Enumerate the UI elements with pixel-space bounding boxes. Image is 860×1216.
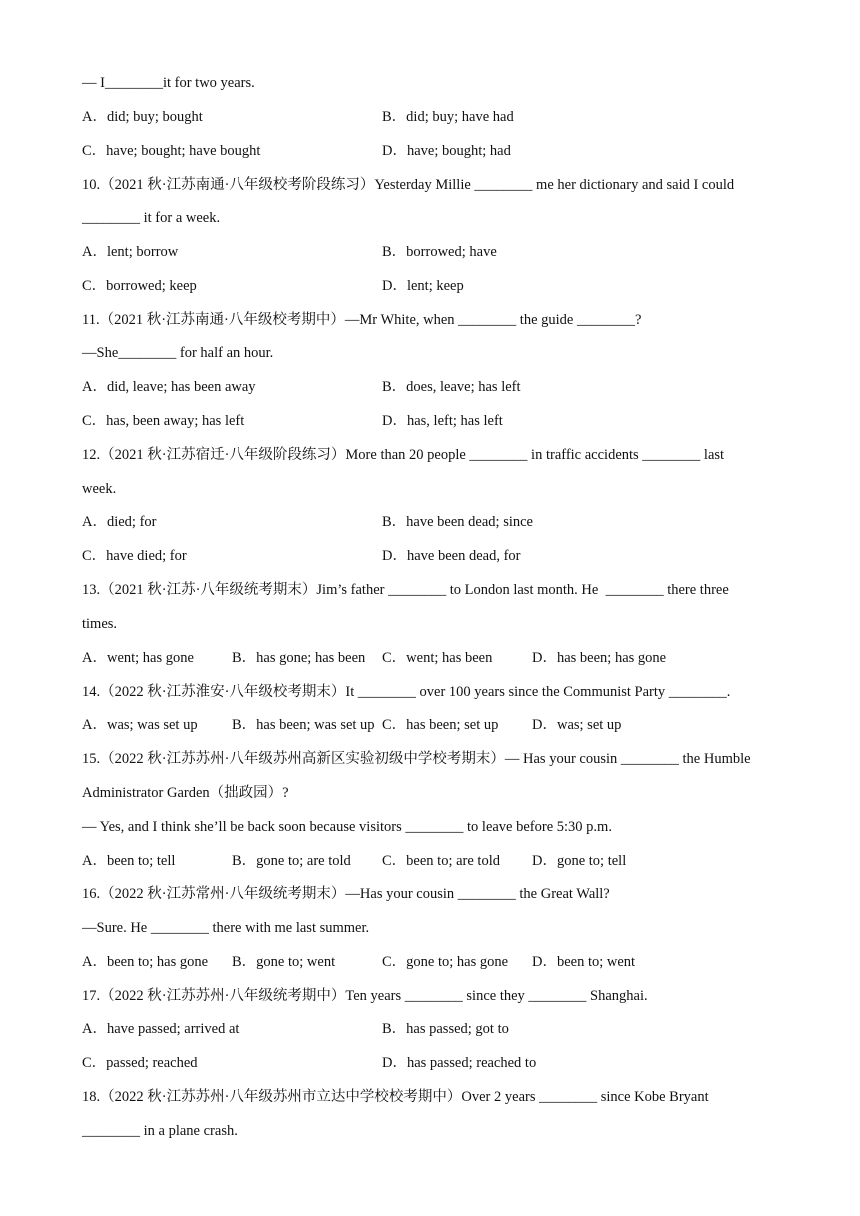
option-b: B．gone to; went [232,954,336,970]
option-d: D．has, left; has left [382,413,503,429]
option-a: A．been to; has gone [82,954,209,970]
option-a: A．been to; tell [82,853,176,869]
question-16-dialogue: —Sure. He ________ there with me last summer. [82,920,370,936]
question-17: 17.（2022 秋·江苏苏州·八年级统考期中）Ten years ________ since they ________ Shanghai. [82,988,648,1004]
option-c: C．been to; are told [382,853,500,869]
question-15: 15.（2022 秋·江苏苏州·八年级苏州高新区实验初级中学校考期末）— Has your cousin ________ the Humble [82,751,751,767]
option-d: D．have; bought; had [382,143,511,159]
option-d: D．have been dead, for [382,548,521,564]
question-12-continued: week. [82,481,117,497]
option-a: A．have passed; arrived at [82,1021,240,1037]
option-b: B．borrowed; have [382,244,497,260]
option-b: B．have been dead; since [382,514,533,530]
question-10-continued: ________ it for a week. [82,210,221,226]
question-18: 18.（2022 秋·江苏苏州·八年级苏州市立达中学校校考期中）Over 2 years ________ since Kobe Bryant [82,1089,709,1105]
question-13-continued: times. [82,616,118,632]
question-14: 14.（2022 秋·江苏淮安·八年级校考期末）It ________ over 100 years since the Communist Party ________. [82,684,731,700]
question-13: 13.（2021 秋·江苏·八年级统考期末）Jim’s father ________ to London last month. He ________ there three [82,582,729,598]
option-d: D．has passed; reached to [382,1055,537,1071]
option-c: C．have died; for [82,548,187,564]
question-11: 11.（2021 秋·江苏南通·八年级校考期中）—Mr White, when ________ the guide ________? [82,312,642,328]
option-c: C．gone to; has gone [382,954,509,970]
option-b: B．has gone; has been [232,650,366,666]
option-d: D．lent; keep [382,278,464,294]
option-a: A．did, leave; has been away [82,379,256,395]
option-c: C．passed; reached [82,1055,198,1071]
option-b: B．does, leave; has left [382,379,521,395]
option-a: A．lent; borrow [82,244,179,260]
option-a: A．went; has gone [82,650,194,666]
question-10: 10.（2021 秋·江苏南通·八年级校考阶段练习）Yesterday Millie ________ me her dictionary and said I could [82,177,735,193]
option-d: D．was; set up [532,717,622,733]
question-18-continued: ________ in a plane crash. [82,1123,238,1139]
option-a: A．did; buy; bought [82,109,203,125]
question-text: — I________it for two years. [82,75,255,91]
question-15-continued: Administrator Garden（拙政园）? [82,785,289,801]
question-15-dialogue: — Yes, and I think she’ll be back soon because visitors ________ to leave before 5:30 p.m. [82,819,612,835]
option-a: A．died; for [82,514,157,530]
question-12: 12.（2021 秋·江苏宿迁·八年级阶段练习）More than 20 people ________ in traffic accidents ________ last [82,447,725,463]
option-d: D．gone to; tell [532,853,627,869]
option-c: C．has been; set up [382,717,499,733]
question-16: 16.（2022 秋·江苏常州·八年级统考期末）—Has your cousin ________ the Great Wall? [82,886,610,902]
option-b: B．did; buy; have had [382,109,514,125]
option-c: C．borrowed; keep [82,278,197,294]
option-c: C．has, been away; has left [82,413,245,429]
question-11-dialogue: —She________ for half an hour. [82,345,274,361]
option-c: C．went; has been [382,650,493,666]
option-b: B．gone to; are told [232,853,351,869]
option-d: D．been to; went [532,954,636,970]
option-b: B．has been; was set up [232,717,375,733]
option-b: B．has passed; got to [382,1021,509,1037]
option-d: D．has been; has gone [532,650,667,666]
option-a: A．was; was set up [82,717,198,733]
option-c: C．have; bought; have bought [82,143,261,159]
